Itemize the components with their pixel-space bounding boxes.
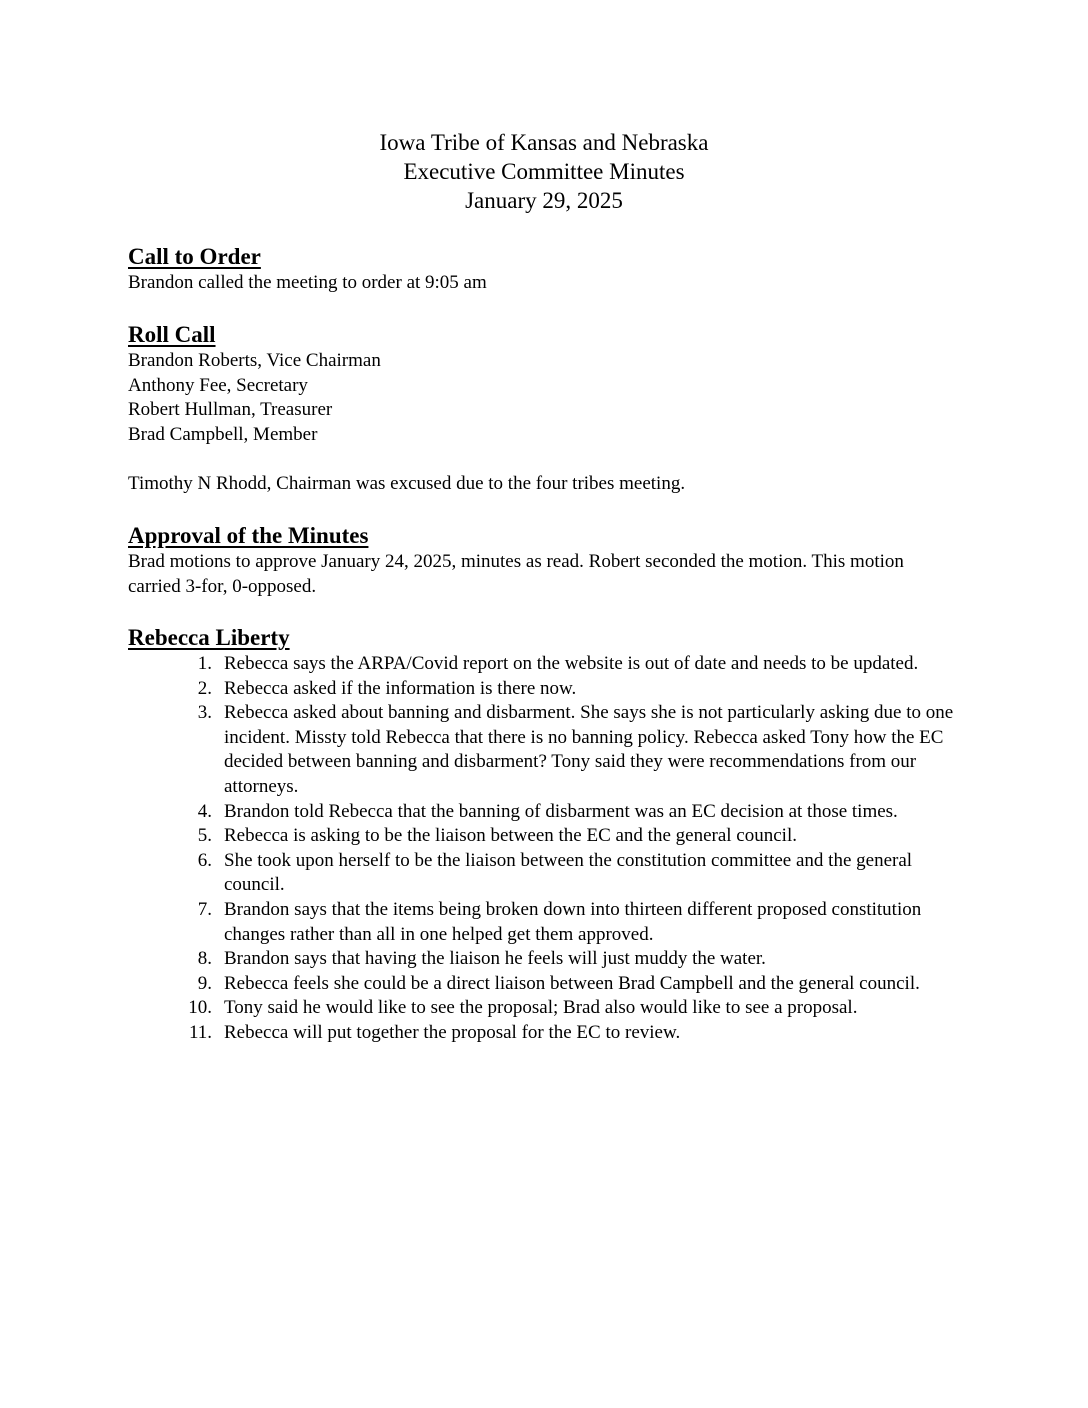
list-item-text: Tony said he would like to see the proposal; Brad also would like to see a proposal.: [224, 997, 858, 1019]
roll-call-member: Brandon Roberts, Vice Chairman: [128, 350, 381, 371]
list-item-number: 3.: [197, 702, 212, 724]
approval-text: Brad motions to approve January 24, 2025, minutes as read. Robert seconded the motion. This motion carried 3-for, 0-opposed.: [128, 551, 904, 597]
list-item-number: 5.: [197, 825, 212, 847]
list-item: [160, 701, 958, 799]
rebecca-liberty-heading: Rebecca Liberty: [128, 625, 290, 650]
list-item-number: 4.: [197, 800, 212, 822]
list-item: [160, 824, 958, 849]
list-item-number: 9.: [197, 972, 212, 994]
list-item: [160, 898, 958, 947]
roll-call-section: [128, 321, 958, 447]
excused-note-section: [128, 472, 958, 497]
list-item-text: Brandon says that having the liaison he feels will just muddy the water.: [224, 948, 766, 970]
excused-note: Timothy N Rhodd, Chairman was excused due to the four tribes meeting.: [128, 473, 686, 494]
list-item: [160, 996, 958, 1021]
list-item: [160, 972, 958, 997]
list-item-text: She took upon herself to be the liaison between the constitution committee and the general council.: [224, 849, 913, 896]
list-item-number: 2.: [197, 677, 212, 699]
approval-heading: Approval of the Minutes: [128, 523, 369, 548]
list-item-text: Rebecca is asking to be the liaison between the EC and the general council.: [224, 825, 797, 847]
list-item-text: Rebecca feels she could be a direct liaison between Brad Campbell and the general council.: [224, 972, 920, 994]
roll-call-heading: Roll Call: [128, 322, 216, 347]
list-item: [160, 1021, 958, 1046]
call-to-order-heading: Call to Order: [128, 244, 261, 269]
call-to-order-text: Brandon called the meeting to order at 9:05 am: [128, 272, 487, 293]
list-item-number: 11.: [188, 1021, 212, 1043]
list-item-number: 10.: [188, 997, 212, 1019]
list-item-text: Rebecca asked if the information is there now.: [224, 677, 577, 699]
meeting-date: January 29, 2025: [465, 188, 623, 213]
list-item-number: 1.: [197, 653, 212, 674]
list-item-number: 7.: [197, 898, 212, 920]
list-item-text: Rebecca says the ARPA/Covid report on the website is out of date and needs to be updated.: [224, 653, 919, 674]
list-item: [160, 800, 958, 825]
document-header: [0, 128, 1088, 215]
list-item: [160, 652, 958, 677]
rebecca-liberty-list: [160, 652, 958, 1046]
rebecca-liberty-section: [128, 624, 958, 1046]
list-item-number: 6.: [197, 849, 212, 871]
list-item-text: Brandon told Rebecca that the banning of disbarment was an EC decision at those times.: [224, 800, 898, 822]
list-item: [160, 947, 958, 972]
document-title: Executive Committee Minutes: [403, 159, 685, 184]
organization-name: Iowa Tribe of Kansas and Nebraska: [379, 130, 709, 155]
list-item-text: Rebecca asked about banning and disbarment. She says she is not particularly asking due to one incident. Missty told Rebecca that there is no banning policy. Rebecca asked Tony how the EC decided between banning and disbarment? Tony said they were recommendations from our attorneys.: [224, 702, 954, 797]
call-to-order-section: [128, 243, 958, 296]
list-item: [160, 677, 958, 702]
list-item: [160, 849, 958, 898]
roll-call-member: Anthony Fee, Secretary: [128, 374, 308, 396]
roll-call-member: Brad Campbell, Member: [128, 423, 318, 445]
roll-call-member: Robert Hullman, Treasurer: [128, 399, 333, 421]
list-item-text: Brandon says that the items being broken down into thirteen different proposed constitution changes rather than all in one helped get them approved.: [224, 898, 922, 945]
list-item-text: Rebecca will put together the proposal for the EC to review.: [224, 1021, 681, 1043]
list-item-number: 8.: [197, 948, 212, 970]
approval-section: [128, 522, 958, 599]
